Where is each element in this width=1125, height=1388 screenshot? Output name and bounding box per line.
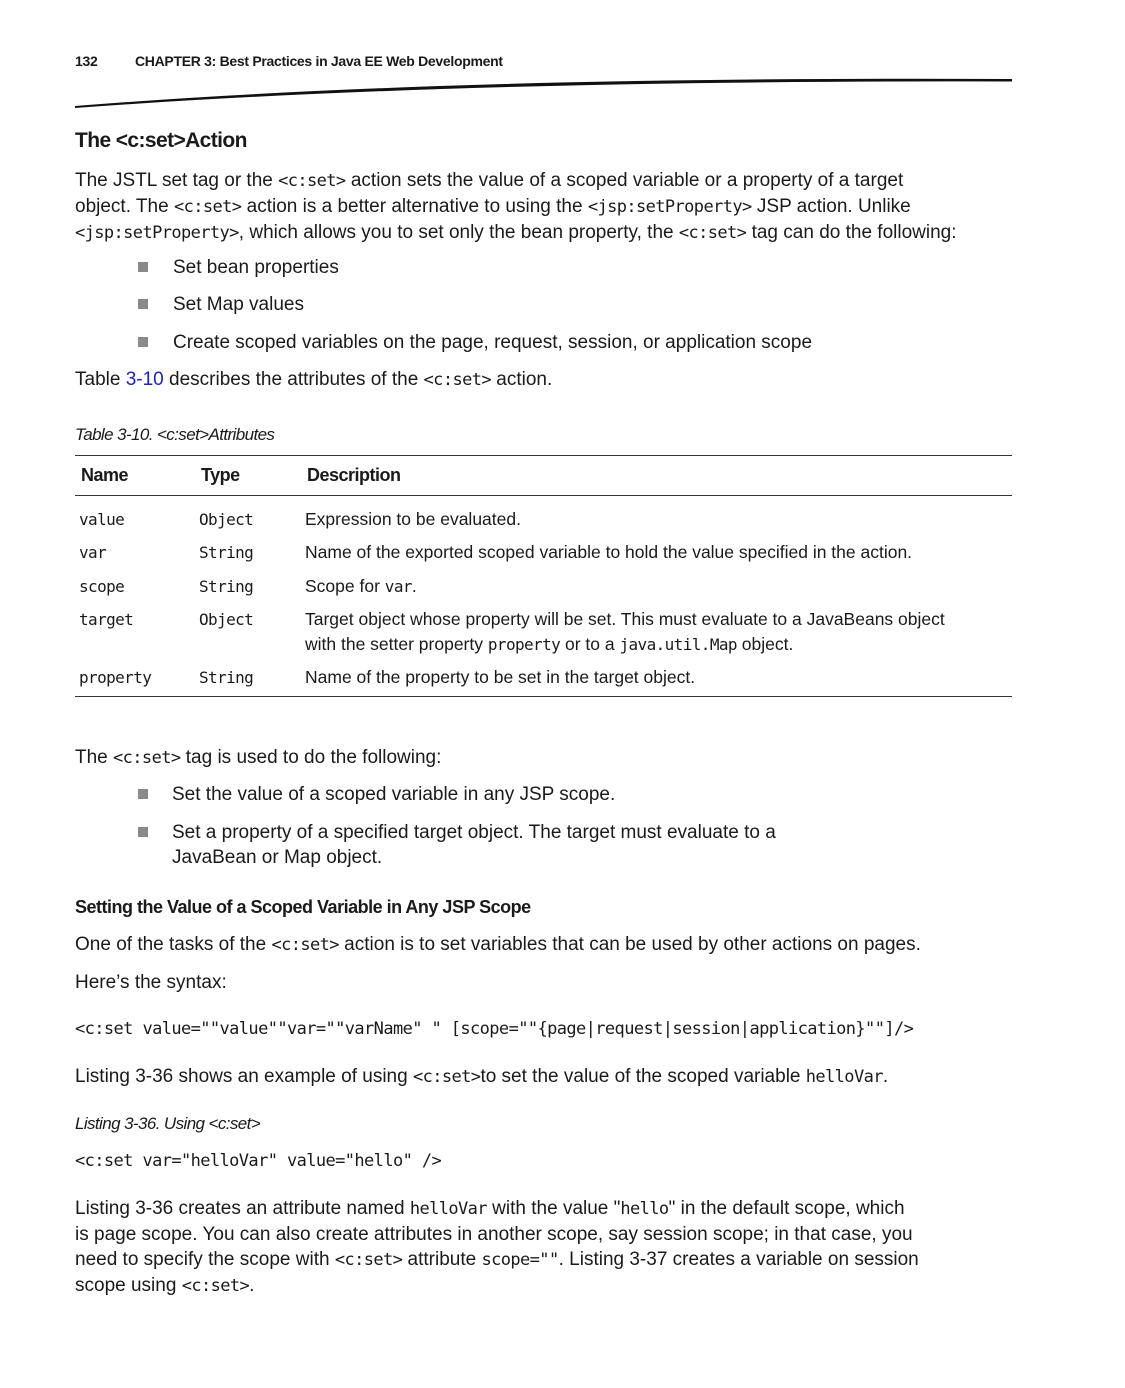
inline-code: helloVar [805,1067,883,1087]
table-bottom-rule [75,696,1012,697]
text: attribute [402,1249,482,1270]
bullet-marker [138,789,148,799]
col-header-description: Description [307,465,401,485]
inline-code: scope="" [481,1250,559,1270]
inline-code: <c:set> [334,1250,403,1270]
final-line-4 [75,1273,1015,1299]
chapter-title: CHAPTER 3: Best Practices in Java EE Web Development [135,53,503,69]
text: Listing 3-36 shows an example of using [75,1066,413,1087]
cell-description-cont [305,634,793,655]
text: JSP action. Unlike [751,196,911,217]
cell-type: String [199,577,254,596]
bullet-item: Create scoped variables on the page, request, session, or application scope [173,332,813,353]
section-title: The <c:set>Action [75,129,247,152]
cell-name: property [79,668,152,687]
inline-code: <c:set> [678,223,747,243]
col-header-name: Name [81,465,129,485]
table-link[interactable]: 3-10 [125,369,164,390]
bullet-item: Set bean properties [173,257,339,278]
cell-type: String [199,668,254,687]
table-reference [75,367,552,393]
intro-line-2 [75,194,1015,220]
bullet-marker [138,827,148,837]
bullet-marker [138,262,148,272]
bullet-item: Set the value of a scoped variable in any JSP scope. [172,784,616,805]
bullet-item: Set a property of a specified target object. The target must evaluate to a [172,822,776,843]
intro-paragraph [75,168,1015,246]
text: scope using [75,1275,182,1296]
inline-code: <jsp:setProperty> [587,197,752,217]
final-line-3 [75,1247,1015,1273]
bullet-marker [138,337,148,347]
inline-code: property [487,635,561,654]
text: The [75,747,114,768]
text: action is to set variables that can be used by other actions on pages. [338,934,921,955]
table-top-rule [75,455,1012,456]
bullet-marker [138,299,148,309]
inline-code: helloVar [409,1199,487,1219]
tasks-line [75,932,921,958]
final-paragraph [75,1196,1015,1299]
text: Listing 3-36 creates an attribute named [75,1198,410,1219]
inline-code: <c:set> [181,1276,250,1296]
text: , which allows you to set only the bean property, the [238,222,679,243]
inline-code: <c:set> [278,171,346,191]
text: action sets the value of a scoped variable or a property of a target [345,170,904,191]
inline-code: <c:set> [412,1067,481,1087]
intro-line-3 [75,220,1015,246]
text: object. [736,634,794,654]
text: object. The [75,196,174,217]
header-swoosh-rule [70,72,1020,112]
listing-reference [75,1064,888,1090]
subsection-title: Setting the Value of a Scoped Variable in Any JSP Scope [75,897,531,917]
text: . Listing 3-37 creates a variable on session [558,1249,919,1270]
text: Scope for [305,576,385,596]
syntax-code-block: <c:set value=""value""var=""varName" " [scope=""{page|request|session|application}""]/> [75,1019,914,1039]
listing-code-block: <c:set var="helloVar" value="hello" /> [75,1151,442,1171]
final-line-1 [75,1196,1015,1222]
page-number: 132 [75,53,98,69]
inline-code: <c:set> [113,748,181,768]
text: . [249,1275,255,1296]
cell-name: value [79,510,125,529]
bullet-item: Set Map values [173,294,304,315]
text: need to specify the scope with [75,1249,335,1270]
inline-code: <c:set> [271,935,339,955]
syntax-label: Here’s the syntax: [75,972,227,993]
text: " in the default scope, which [668,1198,905,1219]
cell-name: var [79,543,107,562]
text: action. [491,369,553,390]
text: or to a [560,634,620,654]
cell-name: scope [79,577,125,596]
cell-description: Name of the property to be set in the target object. [305,667,696,687]
cell-name: target [79,610,134,629]
bullet-item-cont: JavaBean or Map object. [172,847,383,868]
cell-type: Object [199,510,254,529]
table-caption: Table 3-10. <c:set>Attributes [75,425,275,444]
cell-description [305,576,417,597]
inline-code: <c:set> [173,197,242,217]
cell-type: String [199,543,254,562]
inline-code: java.util.Map [619,635,737,654]
text: action is a better alternative to using the [241,196,588,217]
text: with the setter property [305,634,488,654]
usage-line [75,745,441,771]
intro-line-1 [75,168,1015,194]
text: describes the attributes of the [163,369,424,390]
col-header-type: Type [201,465,240,485]
text: with the value " [486,1198,621,1219]
inline-code: <c:set> [423,370,491,390]
text: The JSTL set tag or the [75,170,279,191]
inline-code: hello [620,1199,669,1219]
cell-description: Name of the exported scoped variable to hold the value specified in the action. [305,542,913,562]
table-header-rule [75,495,1012,496]
final-line-2: is page scope. You can also create attributes in another scope, say session scope; in that case, you [75,1224,913,1245]
cell-description: Expression to be evaluated. [305,509,521,529]
text: tag can do the following: [746,222,957,243]
text: to set the value of the scoped variable [480,1066,806,1087]
cell-description: Target object whose property will be set. This must evaluate to a JavaBeans object [305,609,945,629]
text: . [411,576,417,596]
text: One of the tasks of the [75,934,272,955]
listing-caption: Listing 3-36. Using <c:set> [75,1114,261,1133]
text: tag is used to do the following: [180,747,442,768]
inline-code: var [384,577,412,596]
text: . [882,1066,889,1087]
inline-code: <jsp:setProperty> [75,223,239,243]
cell-type: Object [199,610,254,629]
text: Table [75,369,126,390]
